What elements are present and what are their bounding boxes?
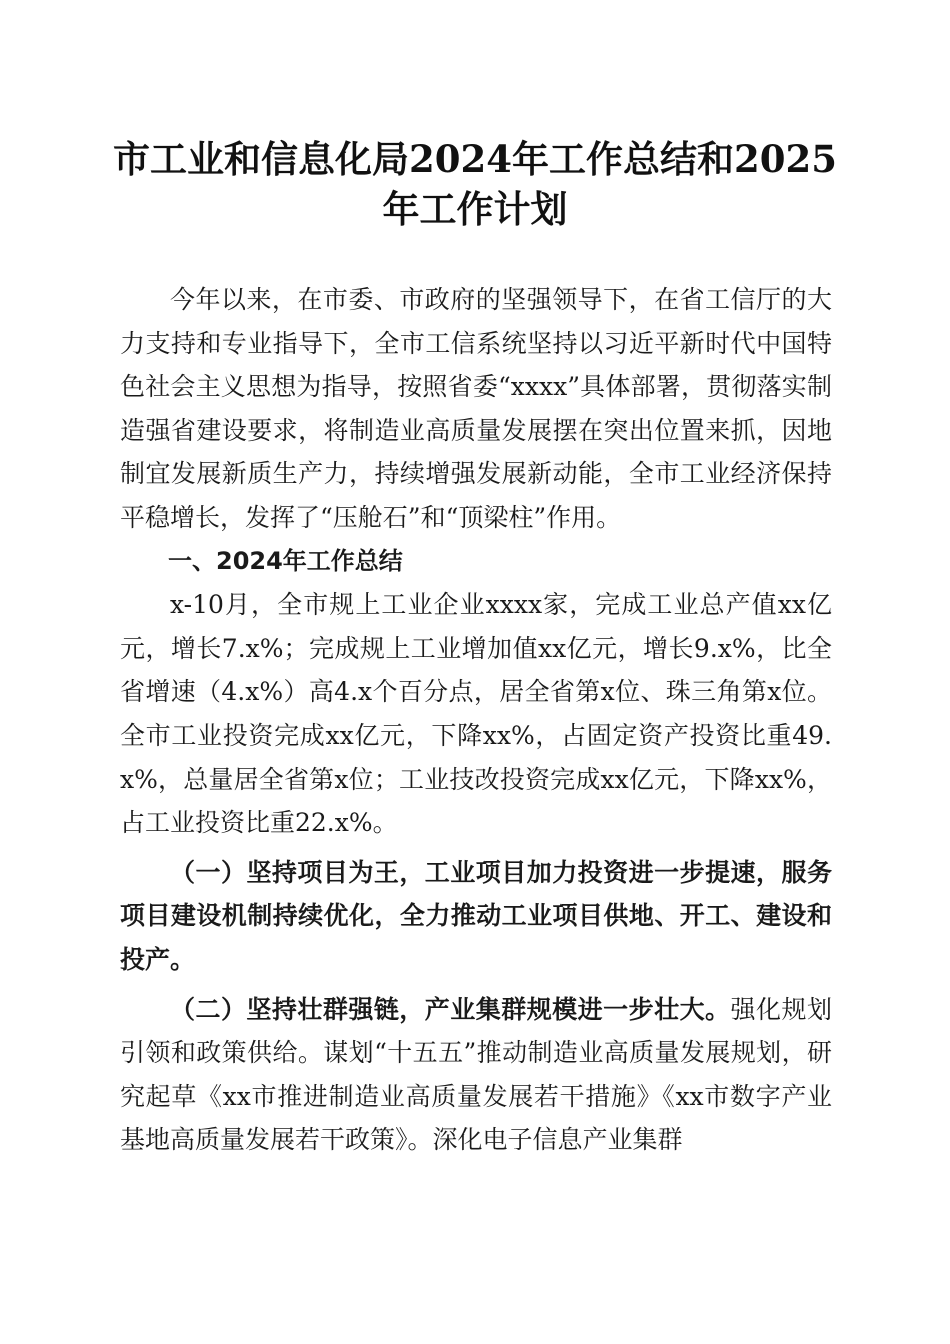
item-two-paragraph [120, 988, 832, 1162]
item-one-paragraph: （一）坚持项目为王，工业项目加力投资进一步提速，服务项目建设机制持续优化，全力推动工业项目供地、开工、建设和投产。 [120, 857, 832, 974]
intro-paragraph: 今年以来，在市委、市政府的坚强领导下，在省工信厅的大力支持和专业指导下，全市工信系统坚持以习近平新时代中国特色社会主义思想为指导，按照省委“xxxx”具体部署，贯彻落实制造强省建设要求，将制造业高质量发展摆在突出位置来抓，因地制宜发展新质生产力，持续增强发展新动能，全市工业经济保持平稳增长，发挥了“压舱石”和“顶梁柱”作用。 [120, 285, 832, 532]
section-heading: 一、2024年工作总结 [168, 546, 403, 575]
summary-paragraph: x-10月，全市规上工业企业xxxx家，完成工业总产值xx亿元，增长7.x%；完成规上工业增加值xx亿元，增长9.x%，比全省增速（4.x%）高4.x个百分点，居全省第x位、珠三角第x位。全市工业投资完成xx亿元，下降xx%，占固定资产投资比重49.x%，总量居全省第x位；工业技改投资完成xx亿元，下降xx%，占工业投资比重22.x%。 [120, 590, 832, 838]
item-two-body: 强化规划引领和政策供给。谋划“十五五”推动制造业高质量发展规划，研究起草《xx市推进制造业高质量发展若干措施》《xx市数字产业基地高质量发展若干政策》。深化电子信息产业集群 [120, 994, 832, 1155]
document-body [120, 278, 832, 1162]
document-title: 市工业和信息化局2024年工作总结和2025年工作计划 [113, 137, 837, 231]
item-two-title: （二）坚持壮群强链，产业集群规模进一步壮大。 [170, 994, 731, 1024]
